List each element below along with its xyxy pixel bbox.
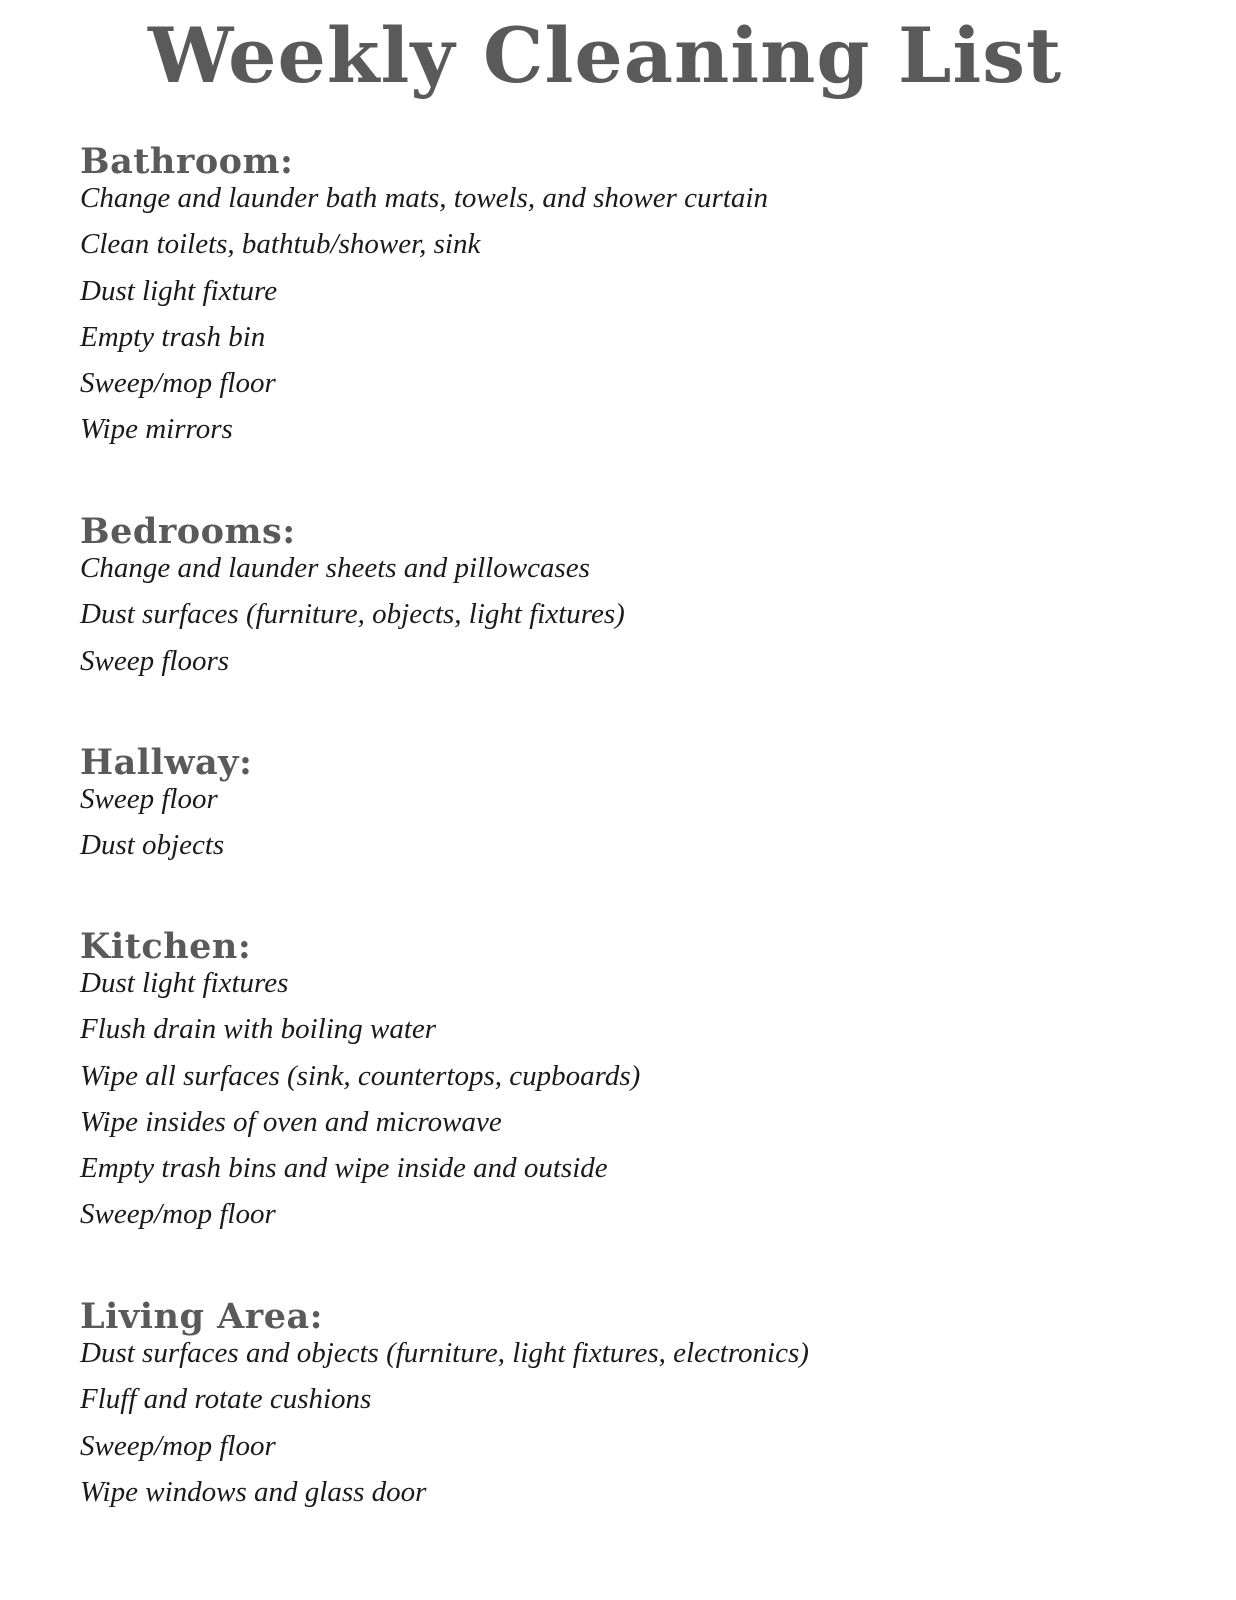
task-item: Flush drain with boiling water: [80, 1013, 437, 1046]
task-item: Empty trash bins and wipe inside and outside: [80, 1152, 608, 1185]
task-item: Sweep floors: [80, 644, 230, 677]
task-list-bathroom: [80, 180, 1180, 458]
task-item: Empty trash bin: [80, 320, 266, 353]
task-item: Sweep/mop floor: [80, 1429, 276, 1462]
section-living-area: [80, 1296, 1180, 1520]
task-item: Wipe all surfaces (sink, countertops, cupboards): [80, 1059, 641, 1092]
task-item: Dust surfaces and objects (furniture, light fixtures, electronics): [80, 1337, 809, 1369]
task-item: Sweep floor: [80, 783, 218, 815]
section-kitchen: [80, 926, 1180, 1243]
task-item: Wipe windows and glass door: [80, 1475, 427, 1508]
section-heading-kitchen: Kitchen:: [80, 926, 252, 967]
section-heading-hallway: Hallway:: [80, 742, 253, 783]
task-list-hallway: [80, 781, 1180, 874]
task-item: Change and launder bath mats, towels, and shower curtain: [80, 182, 768, 214]
task-item: Wipe insides of oven and microwave: [80, 1105, 502, 1138]
task-item: Clean toilets, bathtub/shower, sink: [80, 228, 481, 261]
task-list-living-area: [80, 1335, 1180, 1520]
section-heading-living-area: Living Area:: [80, 1296, 324, 1337]
section-heading-bathroom: Bathroom:: [80, 141, 294, 182]
task-list-bedrooms: [80, 550, 1180, 689]
section-heading-bedrooms: Bedrooms:: [80, 511, 296, 552]
section-bathroom: [80, 141, 1180, 458]
task-item: Sweep/mop floor: [80, 367, 276, 400]
section-bedrooms: [80, 511, 1180, 689]
task-item: Wipe mirrors: [80, 413, 233, 446]
task-item: Change and launder sheets and pillowcases: [80, 552, 590, 584]
task-item: Dust objects: [80, 829, 225, 862]
task-item: Dust light fixtures: [80, 967, 289, 999]
task-item: Dust surfaces (furniture, objects, light fixtures): [80, 598, 625, 631]
task-list-kitchen: [80, 965, 1180, 1243]
task-item: Sweep/mop floor: [80, 1198, 276, 1231]
page-title: Weekly Cleaning List: [148, 11, 1063, 100]
task-item: Fluff and rotate cushions: [80, 1383, 372, 1416]
task-item: Dust light fixture: [80, 274, 278, 307]
section-hallway: [80, 742, 1180, 874]
